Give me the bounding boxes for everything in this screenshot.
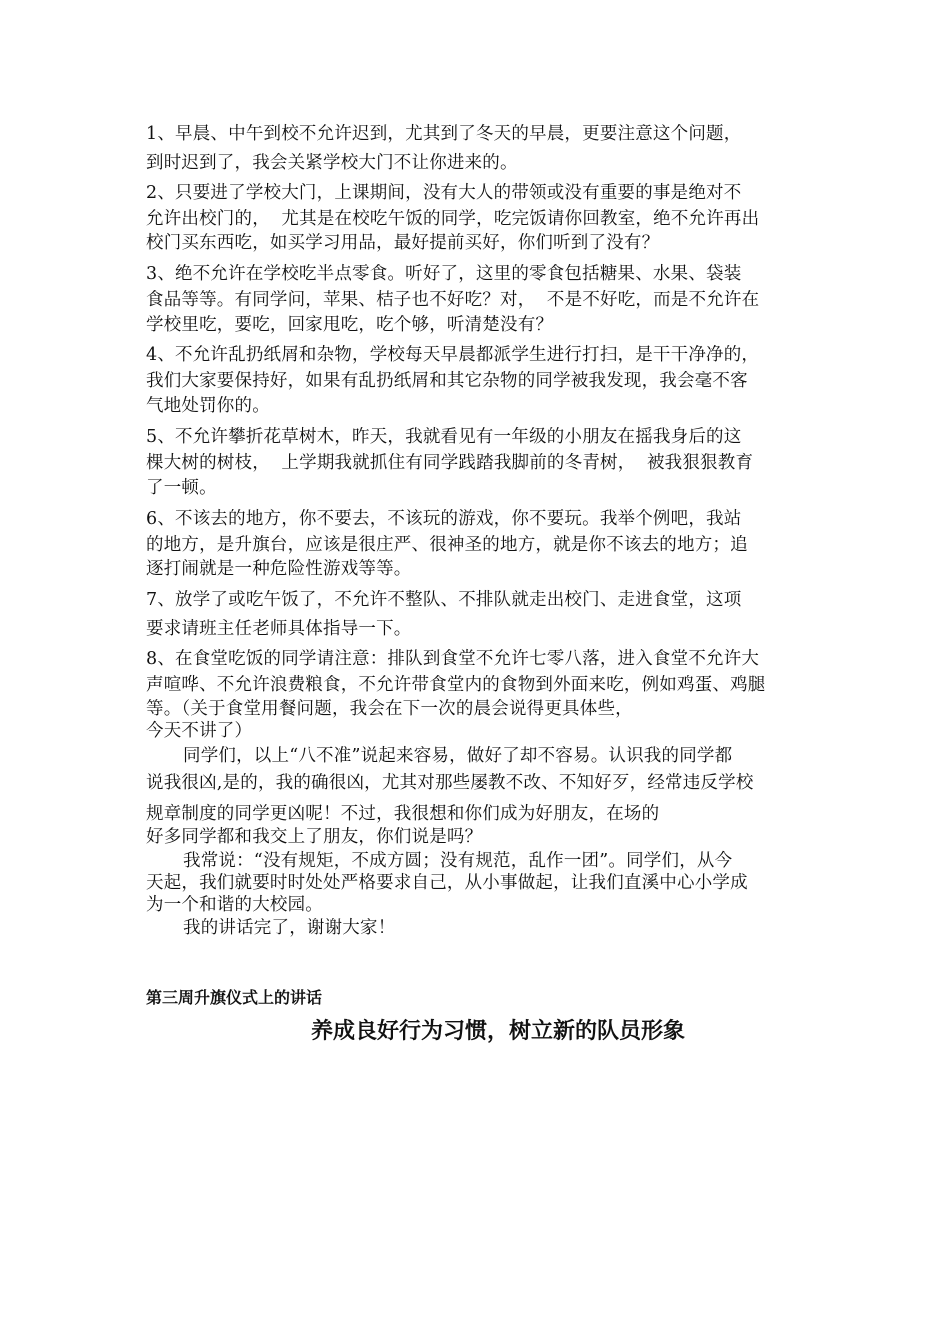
text-line: 我们大家要保持好，如果有乱扔纸屑和其它杂物的同学被我发现，我会毫不客 (146, 371, 748, 391)
text-line: 2、只要进了学校大门，上课期间，没有大人的带领或没有重要的事是绝对不 (146, 183, 742, 203)
text-line: 到时迟到了，我会关紧学校大门不让你进来的。 (146, 153, 518, 173)
text-line: 4、不允许乱扔纸屑和杂物，学校每天早晨都派学生进行打扫，是干干净净的， (146, 345, 760, 365)
text-line: 为一个和谐的大校园。 (146, 895, 323, 915)
text-line: 今天不讲了） (146, 721, 253, 741)
text-line: 3、绝不允许在学校吃半点零食。听好了，这里的零食包括糖果、水果、袋装 (146, 264, 742, 284)
text-line: 等。（关于食堂用餐问题，我会在下一次的晨会说得更具体些， (146, 699, 633, 719)
text-line: 说我很凶,是的，我的确很凶，尤其对那些屡教不改、不知好歹，经常违反学校 (146, 773, 754, 793)
text-line: 1、早晨、中午到校不允许迟到，尤其到了冬天的早晨，更要注意这个问题， (146, 124, 742, 144)
text-line: 学校里吃，要吃，回家甩吃，吃个够，听清楚没有？ (146, 315, 554, 335)
text-line: 5、不允许攀折花草树木，昨天，我就看见有一年级的小朋友在摇我身后的这 (146, 427, 742, 447)
text-line: 7、放学了或吃午饭了，不允许不整队、不排队就走出校门、走进食堂，这项 (146, 590, 742, 610)
text-line: 6、不该去的地方，你不要去，不该玩的游戏，你不要玩。我举个例吧，我站 (146, 509, 742, 529)
page-title: 养成良好行为习惯，树立新的队员形象 (310, 1019, 685, 1044)
text-line: 校门买东西吃，如买学习用品，最好提前买好，你们听到了没有？ (146, 233, 660, 253)
text-line: 声喧哗、不允许浪费粮食，不允许带食堂内的食物到外面来吃，例如鸡蛋、鸡腿 (146, 675, 766, 695)
text-line: 天起，我们就要时时处处严格要求自己，从小事做起，让我们直溪中心小学成 (146, 873, 748, 893)
section-subtitle: 第三周升旗仪式上的讲话 (146, 988, 323, 1007)
text-line: 食品等等。有同学问，苹果、桔子也不好吃？对， 不是不好吃，而是不允许在 (146, 290, 760, 310)
text-line: 逐打闹就是一种危险性游戏等等。 (146, 559, 412, 579)
text-line: 我的讲话完了，谢谢大家！ (183, 918, 396, 938)
text-line: 要求请班主任老师具体指导一下。 (146, 619, 412, 639)
text-line: 的地方，是升旗台，应该是很庄严、很神圣的地方，就是你不该去的地方；追 (146, 535, 748, 555)
text-line: 棵大树的树枝， 上学期我就抓住有同学践踏我脚前的冬青树， 被我狠狠教育 (146, 453, 754, 473)
text-line: 了一顿。 (146, 478, 217, 498)
text-line: 8、在食堂吃饭的同学请注意：排队到食堂不允许七零八落，进入食堂不允许大 (146, 649, 760, 669)
text-line: 允许出校门的， 尤其是在校吃午饭的同学，吃完饭请你回教室，绝不允许再出 (146, 209, 760, 229)
text-line: 我常说：“没有规矩，不成方圆；没有规范，乱作一团”。同学们，从今 (183, 851, 733, 871)
text-line: 气地处罚你的。 (146, 396, 270, 416)
text-line: 同学们，以上“八不准”说起来容易，做好了却不容易。认识我的同学都 (183, 746, 733, 766)
text-line: 好多同学都和我交上了朋友，你们说是吗？ (146, 827, 483, 847)
text-line: 规章制度的同学更凶呢！不过，我很想和你们成为好朋友，在场的 (146, 804, 660, 824)
